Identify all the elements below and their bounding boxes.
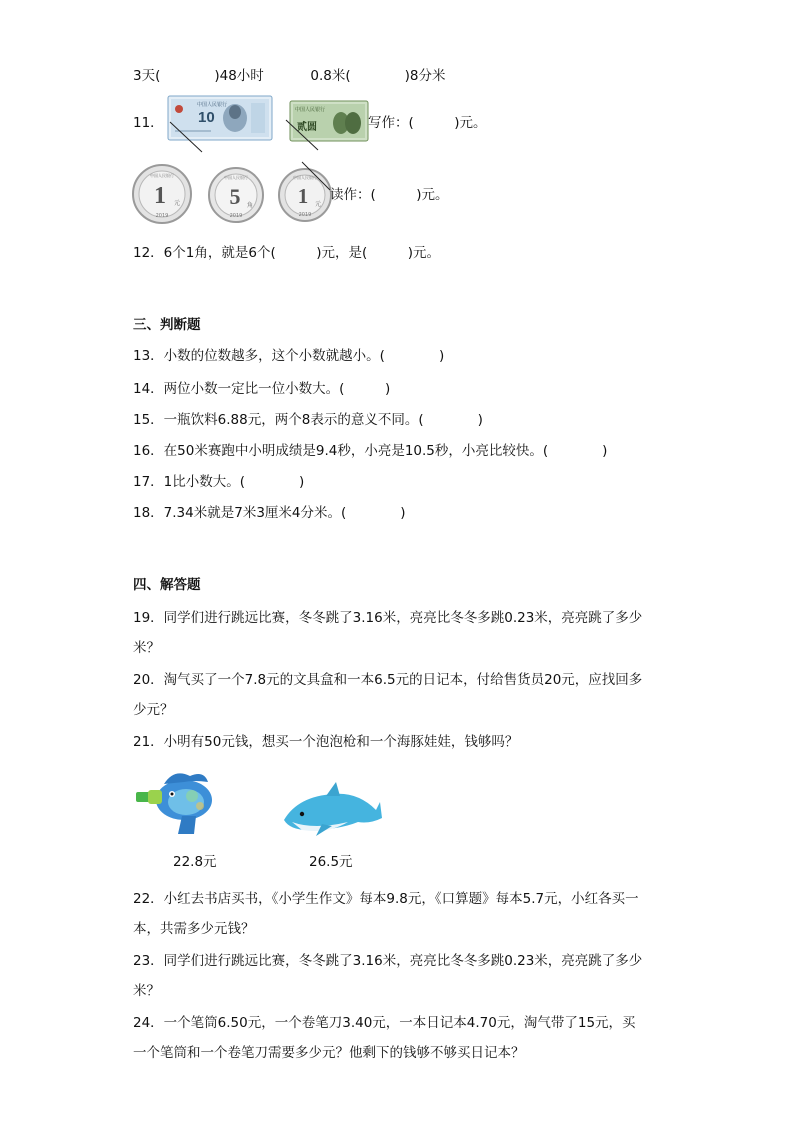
q24-line1: 24．一个笔筒6.50元，一个卷笔刀3.40元，一本日记本4.70元，淘气带了15元，买 xyxy=(133,1015,636,1031)
dolphin-plush-price: 26.5元 xyxy=(309,854,353,870)
q19-line2: 米？ xyxy=(133,640,160,656)
q20-line1: 20．淘气买了一个7.8元的文具盒和一本6.5元的日记本，付给售货员20元，应找回多 xyxy=(133,672,643,688)
q11-read-label: 读作：( )元。 xyxy=(330,187,449,203)
coin-3-year: 2019 xyxy=(298,212,312,218)
q11-write-label: 写作：( )元。 xyxy=(368,115,487,131)
section3-title: 三、判断题 xyxy=(133,317,201,333)
compare-meters: 0.8米( )8分米 xyxy=(310,68,446,84)
q21-text: 21．小明有50元钱，想买一个泡泡枪和一个海豚娃娃，钱够吗？ xyxy=(133,734,519,750)
match-line-2 xyxy=(284,118,324,154)
q18-text: 18．7.34米就是7米3厘米4分米。( ) xyxy=(133,505,406,521)
q22-line1: 22．小红去书店买书，《小学生作文》每本9.8元，《口算题》每本5.7元，小红各买一 xyxy=(133,891,639,907)
coin-2-top: 中国人民银行 xyxy=(224,175,248,180)
coin-1-top: 中国人民银行 xyxy=(150,173,174,178)
coin-3-value: 1 xyxy=(297,184,309,208)
q20-line2: 少元？ xyxy=(133,702,174,718)
compare-days-hours: 3天( )48小时 xyxy=(133,68,264,84)
coin-2-unit: 角 xyxy=(247,202,254,209)
two-yuan-header: 中国人民银行 xyxy=(295,107,326,113)
q19-line1: 19．同学们进行跳远比赛，冬冬跳了3.16米，亮亮比冬冬多跳0.23米，亮亮跳了多少 xyxy=(133,610,643,626)
q24-line2: 一个笔筒和一个卷笔刀需要多少元？他剩下的钱够不够买日记本？ xyxy=(133,1045,525,1061)
coin-1-year: 2019 xyxy=(155,213,169,219)
q17-text: 17．1比小数大。( ) xyxy=(133,474,305,490)
bubble-gun-price: 22.8元 xyxy=(173,854,217,870)
q15-text: 15．一瓶饮料6.88元，两个8表示的意义不同。( ) xyxy=(133,412,483,428)
q16-text: 16．在50米赛跑中小明成绩是9.4秒，小亮是10.5秒，小亮比较快。( ) xyxy=(133,443,608,459)
coin-3-unit: 元 xyxy=(315,201,322,208)
q11-number: 11． xyxy=(133,115,164,131)
section4-title: 四、解答题 xyxy=(133,577,201,593)
two-yuan-value: 贰圆 xyxy=(297,122,317,133)
q22-line2: 本，共需多少元钱？ xyxy=(133,921,255,937)
q23-line1: 23．同学们进行跳远比赛，冬冬跳了3.16米，亮亮比冬冬多跳0.23米，亮亮跳了多少 xyxy=(133,953,643,969)
q14-text: 14．两位小数一定比一位小数大。( ) xyxy=(133,381,391,397)
coin-2-value: 5 xyxy=(229,184,241,209)
coin-1-unit: 元 xyxy=(174,200,181,207)
q12-text: 12．6个1角，就是6个( )元，是( )元。 xyxy=(133,245,441,261)
q13-text: 13．小数的位数越多，这个小数就越小。( ) xyxy=(133,348,445,364)
coin-3-top: 中国人民银行 xyxy=(293,175,317,180)
one-yuan-coin-image xyxy=(131,163,193,225)
five-jiao-coin-image xyxy=(207,166,265,224)
q23-line2: 米？ xyxy=(133,983,160,999)
bubble-gun-image xyxy=(134,766,222,838)
coin-1-value: 1 xyxy=(154,183,166,209)
dolphin-plush-image xyxy=(278,780,384,840)
compare-line xyxy=(133,66,446,86)
match-line-1 xyxy=(168,120,208,156)
coin-2-year: 2019 xyxy=(229,213,243,219)
ten-yuan-value: 10 xyxy=(198,109,215,126)
ten-yuan-header: 中国人民银行 xyxy=(197,102,228,108)
